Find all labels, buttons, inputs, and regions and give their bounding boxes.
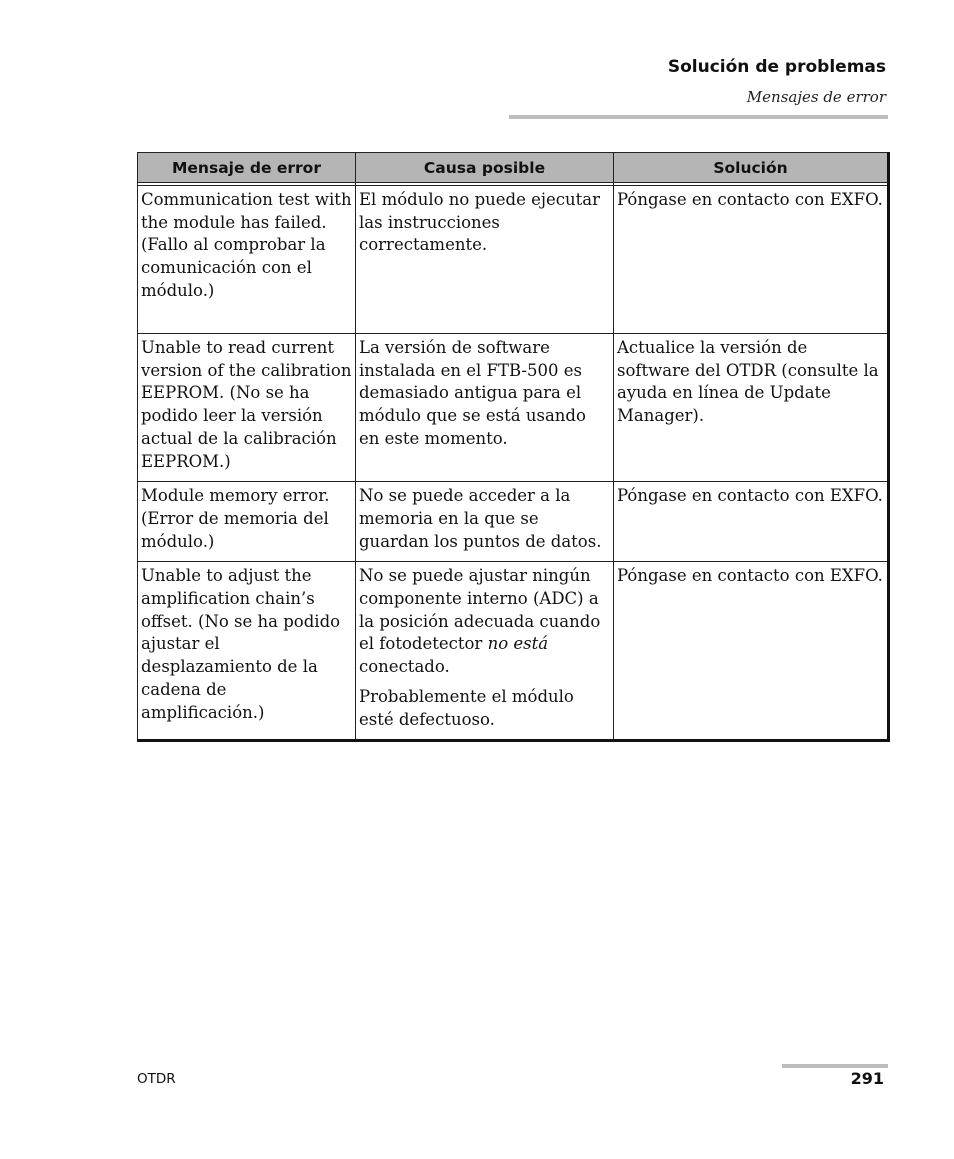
cause-cell [356, 482, 614, 562]
column-header-solution: Solución [614, 153, 889, 183]
solution-cell [614, 186, 889, 334]
cause-text-emphasis: no está [487, 634, 549, 654]
error-messages-table [137, 152, 890, 742]
running-header-subtitle: Mensajes de error [746, 88, 886, 106]
error-message-text: Unable to adjust the amplification chain’s offset. (No se ha podido ajustar el desplazamiento de la cadena de amplificación.) [141, 566, 341, 722]
error-message-text: Module memory error. (Error de memoria del módulo.) [141, 486, 330, 551]
page-number: 291 [850, 1069, 884, 1088]
cause-cell [356, 562, 614, 741]
solution-cell [614, 482, 889, 562]
cause-text: La versión de software instalada en el FTB-500 es demasiado antigua para el módulo que se está usando en este momento. [359, 338, 586, 448]
footer-product-name: OTDR [137, 1071, 176, 1087]
error-message-cell [138, 186, 356, 334]
solution-text: Póngase en contacto con EXFO. [617, 486, 883, 506]
error-message-cell [138, 562, 356, 741]
header-rule [509, 115, 888, 119]
error-message-text: Communication test with the module has failed. (Fallo al comprobar la comunicación con el módulo.) [141, 190, 352, 300]
solution-text: Actualice la versión de software del OTDR (consulte la ayuda en línea de Update Manager). [617, 338, 879, 426]
column-header-cause: Causa posible [356, 153, 614, 183]
solution-cell [614, 562, 889, 741]
cause-text: No se puede acceder a la memoria en la que se guardan los puntos de datos. [359, 486, 602, 551]
cause-text-part: No se puede ajustar ningún componente interno (ADC) a la posición adecuada cuando el fotodetector [359, 566, 601, 654]
cause-text [359, 565, 610, 679]
table-row [138, 482, 889, 562]
solution-cell [614, 334, 889, 482]
error-message-text: Unable to read current version of the calibration EEPROM. (No se ha podido leer la versión actual de la calibración EEPROM.) [141, 338, 352, 471]
cause-text-secondary: Probablemente el módulo esté defectuoso. [359, 686, 574, 729]
cause-text-part: conectado. [359, 657, 450, 677]
table-row [138, 334, 889, 482]
solution-text: Póngase en contacto con EXFO. [617, 190, 883, 209]
table-row [138, 186, 889, 334]
footer-rule [782, 1064, 888, 1068]
cause-text: El módulo no puede ejecutar las instrucciones correctamente. [359, 190, 600, 255]
column-header-message: Mensaje de error [138, 153, 356, 183]
table-header-row [138, 153, 889, 183]
table-row [138, 562, 889, 741]
error-message-cell [138, 334, 356, 482]
cause-cell [356, 186, 614, 334]
error-message-cell [138, 482, 356, 562]
solution-text: Póngase en contacto con EXFO. [617, 566, 883, 586]
running-header-title: Solución de problemas [667, 57, 886, 77]
cause-cell [356, 334, 614, 482]
